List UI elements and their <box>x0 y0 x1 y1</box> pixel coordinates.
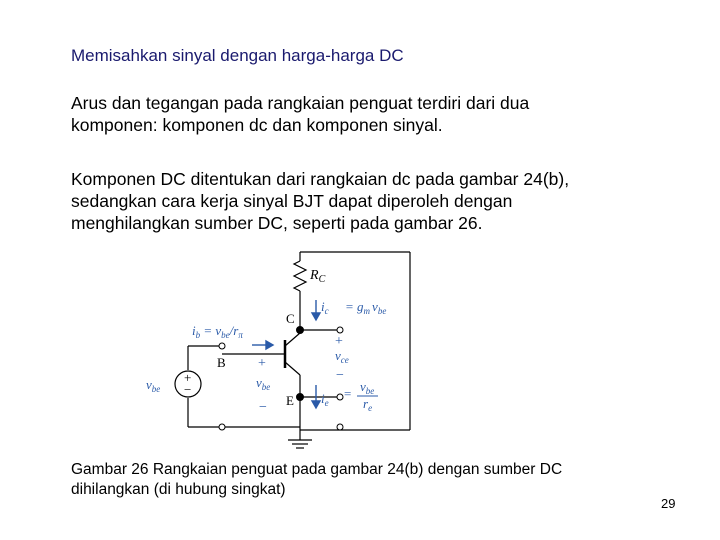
node-e-label: E <box>286 393 294 408</box>
paragraph-line: Komponen DC ditentukan dari rangkaian dc pada gambar 24(b), <box>71 169 570 189</box>
vce-minus: − <box>336 368 344 383</box>
ie-denominator: $r_e$ <box>363 396 373 413</box>
source-plus: + <box>184 370 192 385</box>
node-c-label: C <box>286 311 295 326</box>
rc-resistor <box>294 261 306 291</box>
ie-arrow-head <box>312 401 320 408</box>
node-b-label: B <box>217 355 226 370</box>
vbe-label: $v_{be}$ <box>256 375 271 392</box>
node-collector <box>297 327 304 334</box>
ic-arrow-head <box>312 313 320 320</box>
gm-expression: = $g_m$ $v_{be}$ <box>345 299 387 316</box>
paragraph-line: sedangkan cara kerja sinyal BJT dapat diperoleh dengan <box>71 191 513 211</box>
caption-line: Gambar 26 Rangkaian penguat pada gambar 24(b) dengan sumber DC <box>71 461 563 478</box>
node-emitter <box>297 394 304 401</box>
caption-line: dihilangkan (di hubung singkat) <box>71 481 286 498</box>
vbe-minus: − <box>259 400 267 415</box>
figure-caption <box>71 460 691 500</box>
rc-label: $R_C$ <box>310 268 326 285</box>
vce-label: $v_{ce}$ <box>335 348 349 365</box>
paragraph-intro <box>71 92 691 136</box>
vbe-plus: + <box>258 356 266 371</box>
ic-label: $i_c$ <box>321 299 329 316</box>
terminal-ground <box>337 424 343 430</box>
terminal-base-top <box>219 343 225 349</box>
circuit-diagram <box>140 245 420 455</box>
vce-plus: + <box>335 334 343 349</box>
terminal-emitter <box>337 394 343 400</box>
page-number: 29 <box>661 496 676 511</box>
paragraph-line: menghilangkan sumber DC, seperti pada gambar 26. <box>71 213 483 233</box>
ib-expression: $i_b = v_{be}/r_\pi$ <box>192 323 243 340</box>
ib-arrow-head <box>266 341 273 349</box>
ie-label: $i_e$ <box>321 391 329 408</box>
paragraph-dc-components <box>71 168 691 234</box>
transistor-collector-leg <box>285 333 300 346</box>
transistor-emitter-leg <box>285 362 300 375</box>
terminal-base-bottom <box>219 424 225 430</box>
paragraph-line: Arus dan tegangan pada rangkaian penguat terdiri dari dua <box>71 93 530 113</box>
source-minus: − <box>184 382 192 397</box>
paragraph-line: komponen: komponen dc dan komponen sinyal. <box>71 115 443 135</box>
slide-title: Memisahkan sinyal dengan harga-harga DC <box>71 46 404 65</box>
terminal-collector <box>337 327 343 333</box>
ie-numerator: $v_{be}$ <box>360 379 375 396</box>
vbe-source-label: $v_{be}$ <box>146 377 161 394</box>
ie-equals: = <box>344 386 352 401</box>
